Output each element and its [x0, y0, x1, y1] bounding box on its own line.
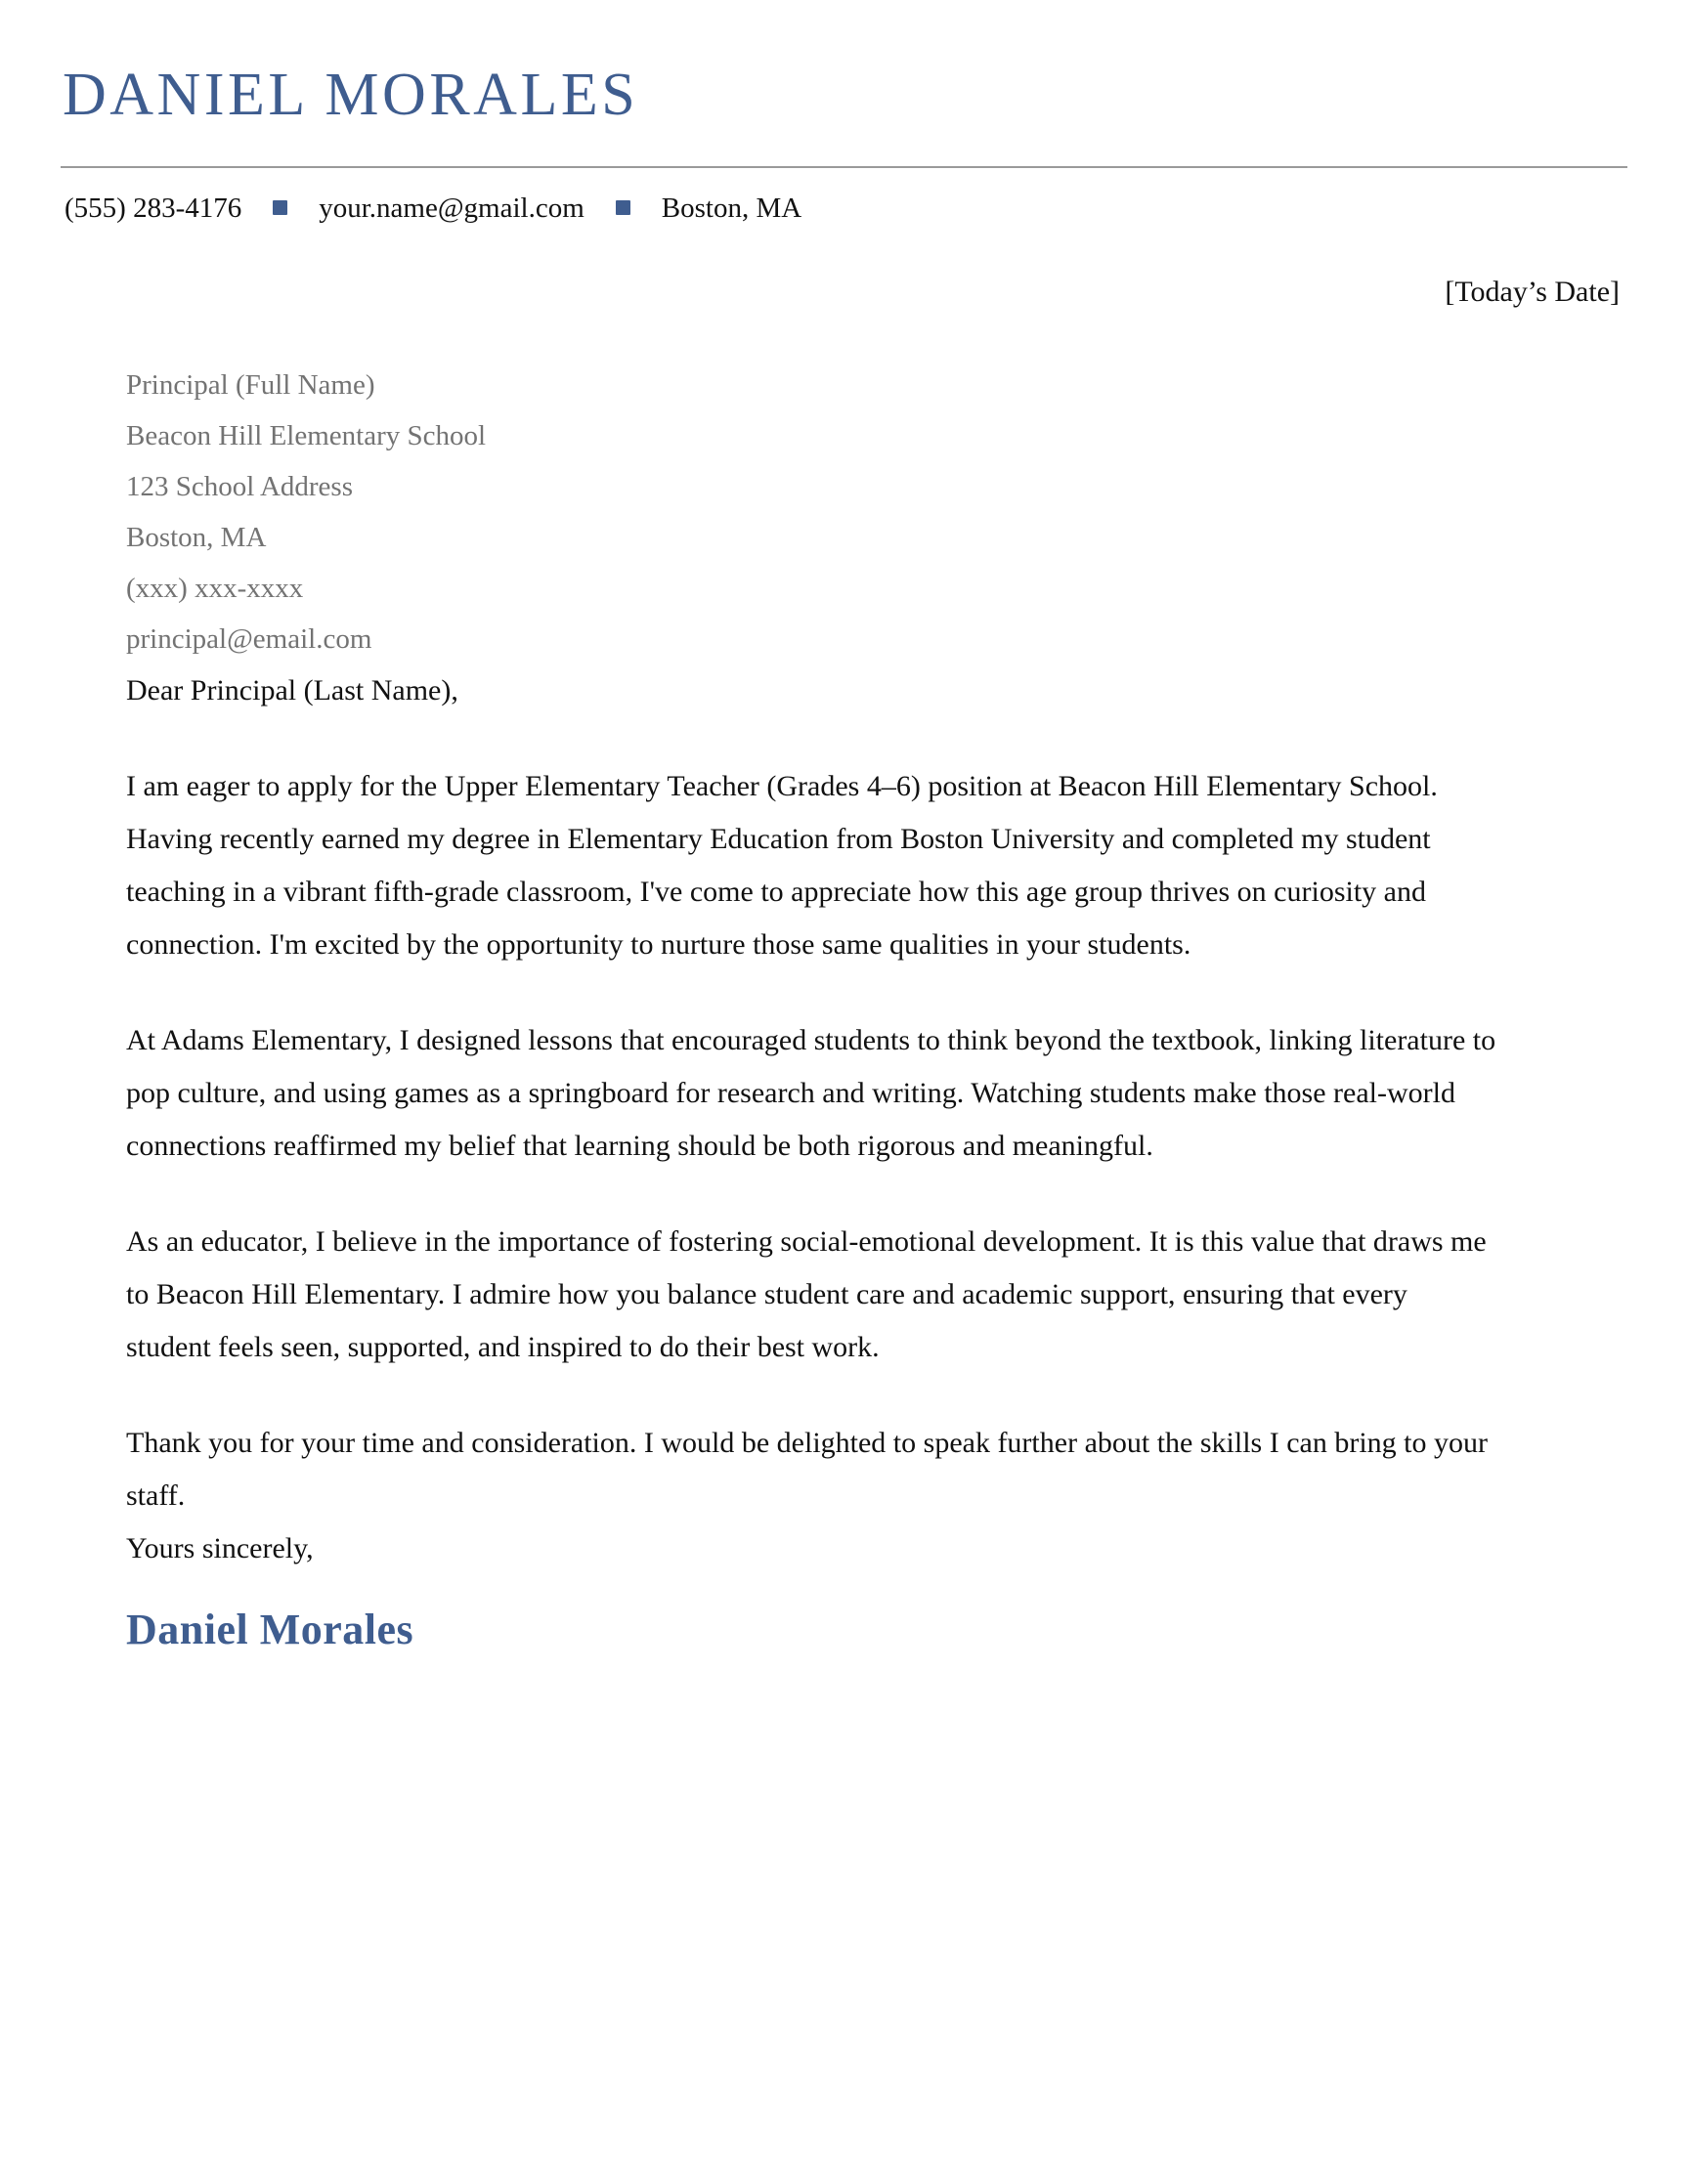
contact-phone: (555) 283-4176 [65, 193, 242, 224]
contact-email: your.name@gmail.com [319, 193, 584, 224]
recipient-line: 123 School Address [126, 471, 353, 502]
recipient-line: Boston, MA [126, 522, 267, 553]
letter-salutation: Dear Principal (Last Name), [126, 674, 458, 707]
recipient-line: (xxx) xxx-xxxx [126, 573, 304, 604]
letter-paragraph: At Adams Elementary, I designed lessons that encouraged students to think beyond the textbook, linking literature to pop culture, and using games as a springboard for research and writing. Watching students make those real-world connections reaffirmed my belief that learning should be both rigorous and meaningful. [126, 1024, 1496, 1162]
recipient-line: principal@email.com [126, 623, 372, 655]
letter-paragraph: As an educator, I believe in the importance of fostering social-emotional development. It is this value that draws me to Beacon Hill Elementary. I admire how you balance student care and academic support, ensuring that every student feels seen, supported, and inspired to do their best work. [126, 1225, 1487, 1363]
square-bullet-icon [273, 200, 287, 215]
letter-body [61, 664, 1627, 1653]
square-bullet-icon [616, 200, 630, 215]
recipient-address-block [61, 360, 1627, 664]
contact-location: Boston, MA [661, 193, 802, 224]
letter-paragraph: I am eager to apply for the Upper Elementary Teacher (Grades 4–6) position at Beacon Hill Elementary School. Having recently earned my degree in Elementary Education from Boston University and completed my student teaching in a vibrant fifth-grade classroom, I've come to appreciate how this age group thrives on curiosity and connection. I'm excited by the opportunity to nurture those same qualities in your students. [126, 770, 1438, 961]
page-title: DANIEL MORALES [63, 62, 639, 128]
recipient-line: Principal (Full Name) [126, 369, 375, 401]
letter-date: [Today’s Date] [1445, 276, 1620, 308]
contact-info-row [61, 194, 1627, 223]
signature-name: Daniel Morales [126, 1606, 414, 1653]
header-divider [61, 166, 1627, 168]
letter-paragraph: Thank you for your time and consideration. I would be delighted to speak further about the skills I can bring to your staff. [126, 1427, 1488, 1512]
letter-closing: Yours sincerely, [126, 1532, 314, 1564]
recipient-line: Beacon Hill Elementary School [126, 420, 487, 451]
